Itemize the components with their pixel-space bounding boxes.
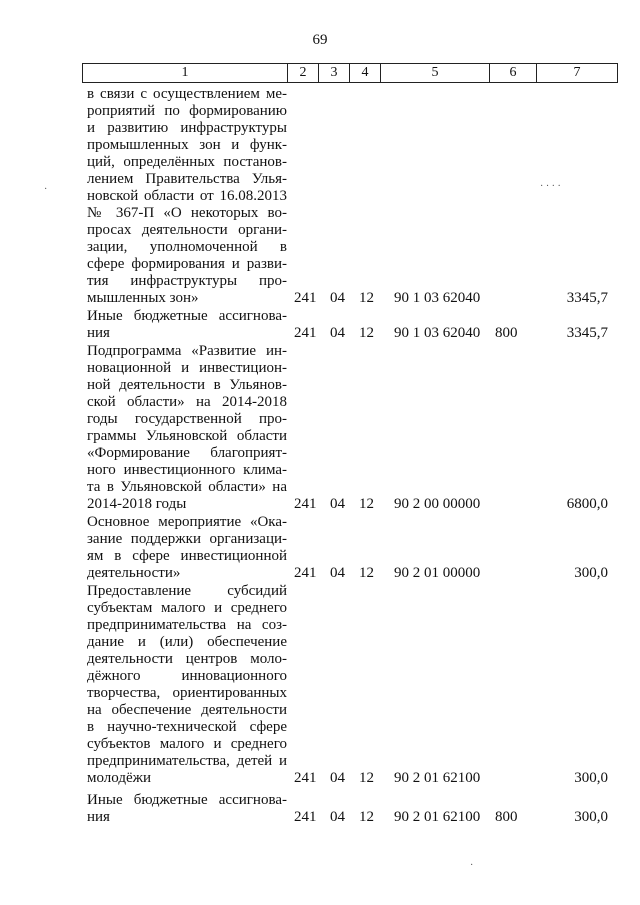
cell-c7: 300,0 (574, 770, 608, 786)
cell-c5: 90 2 01 00000 (394, 565, 481, 581)
cell-c2: 241 (294, 770, 317, 786)
cell-c2: 241 (294, 809, 317, 825)
column-header-7: 7 (537, 64, 618, 83)
column-header-2: 2 (288, 64, 319, 83)
cell-c6: 800 (495, 809, 518, 825)
scan-speck: · · · · (540, 181, 561, 192)
cell-c3: 04 (330, 290, 345, 306)
cell-c5: 90 1 03 62040 (394, 325, 481, 341)
scan-speck: · (470, 860, 474, 871)
cell-c4: 12 (359, 809, 374, 825)
column-header-5: 5 (381, 64, 490, 83)
cell-c7: 3345,7 (566, 290, 608, 306)
cell-c3: 04 (330, 809, 345, 825)
row-description: Предоставление субсидий субъектам малого и среднего предпринимательства на соз- дание и (или) обеспечение деятельности центров моло- дёжного инновационного творчества, ориентированных на обеспечение деятельности в научно-технической сфере субъектов малого и среднего предпринимательства, детей и молодёжи (87, 583, 287, 786)
cell-c2: 241 (294, 325, 317, 341)
cell-c7: 3345,7 (566, 325, 608, 341)
cell-c4: 12 (359, 496, 374, 512)
cell-c4: 12 (359, 325, 374, 341)
cell-c3: 04 (330, 496, 345, 512)
table-header (82, 63, 618, 83)
row-description: Подпрограмма «Развитие ин- новационной и инвестицион- ной деятельности в Ульянов- ской области» на 2014-2018 годы государственной про- граммы Ульяновской области «Формирование благоприят- ного инвестиционного клима- та в Ульяновской области» на 2014-2018 годы (87, 343, 287, 512)
row-description: Иные бюджетные ассигнова- ния (87, 792, 287, 825)
cell-c3: 04 (330, 325, 345, 341)
column-header-4: 4 (350, 64, 381, 83)
page-number: 69 (312, 32, 328, 48)
cell-c5: 90 2 01 62100 (394, 770, 481, 786)
cell-c3: 04 (330, 565, 345, 581)
row-description: Основное мероприятие «Ока- зание поддержки организаци- ям в сфере инвестиционной деятельности» (87, 514, 287, 581)
column-header-3: 3 (319, 64, 350, 83)
cell-c6: 800 (495, 325, 518, 341)
cell-c7: 300,0 (574, 565, 608, 581)
cell-c7: 300,0 (574, 809, 608, 825)
row-description: Иные бюджетные ассигнова- ния (87, 308, 287, 341)
cell-c3: 04 (330, 770, 345, 786)
cell-c5: 90 2 01 62100 (394, 809, 481, 825)
cell-c5: 90 1 03 62040 (394, 290, 481, 306)
cell-c4: 12 (359, 770, 374, 786)
column-header-1: 1 (83, 64, 288, 83)
cell-c2: 241 (294, 565, 317, 581)
cell-c4: 12 (359, 565, 374, 581)
column-header-6: 6 (490, 64, 537, 83)
cell-c2: 241 (294, 290, 317, 306)
cell-c5: 90 2 00 00000 (394, 496, 481, 512)
cell-c2: 241 (294, 496, 317, 512)
cell-c4: 12 (359, 290, 374, 306)
scan-speck: · (44, 184, 48, 195)
cell-c7: 6800,0 (566, 496, 608, 512)
row-description: в связи с осуществлением ме- роприятий по формированию и развитию инфраструктуры промышленных зон и функ- ций, определённых постанов- лением Правительства Улья- новской области от 16.08.2013 № 367-П «О некоторых во- просах деятельности органи- зации, уполномоченной в сфере формирования и разви- тия инфраструктуры про- мышленных зон» (87, 86, 287, 306)
